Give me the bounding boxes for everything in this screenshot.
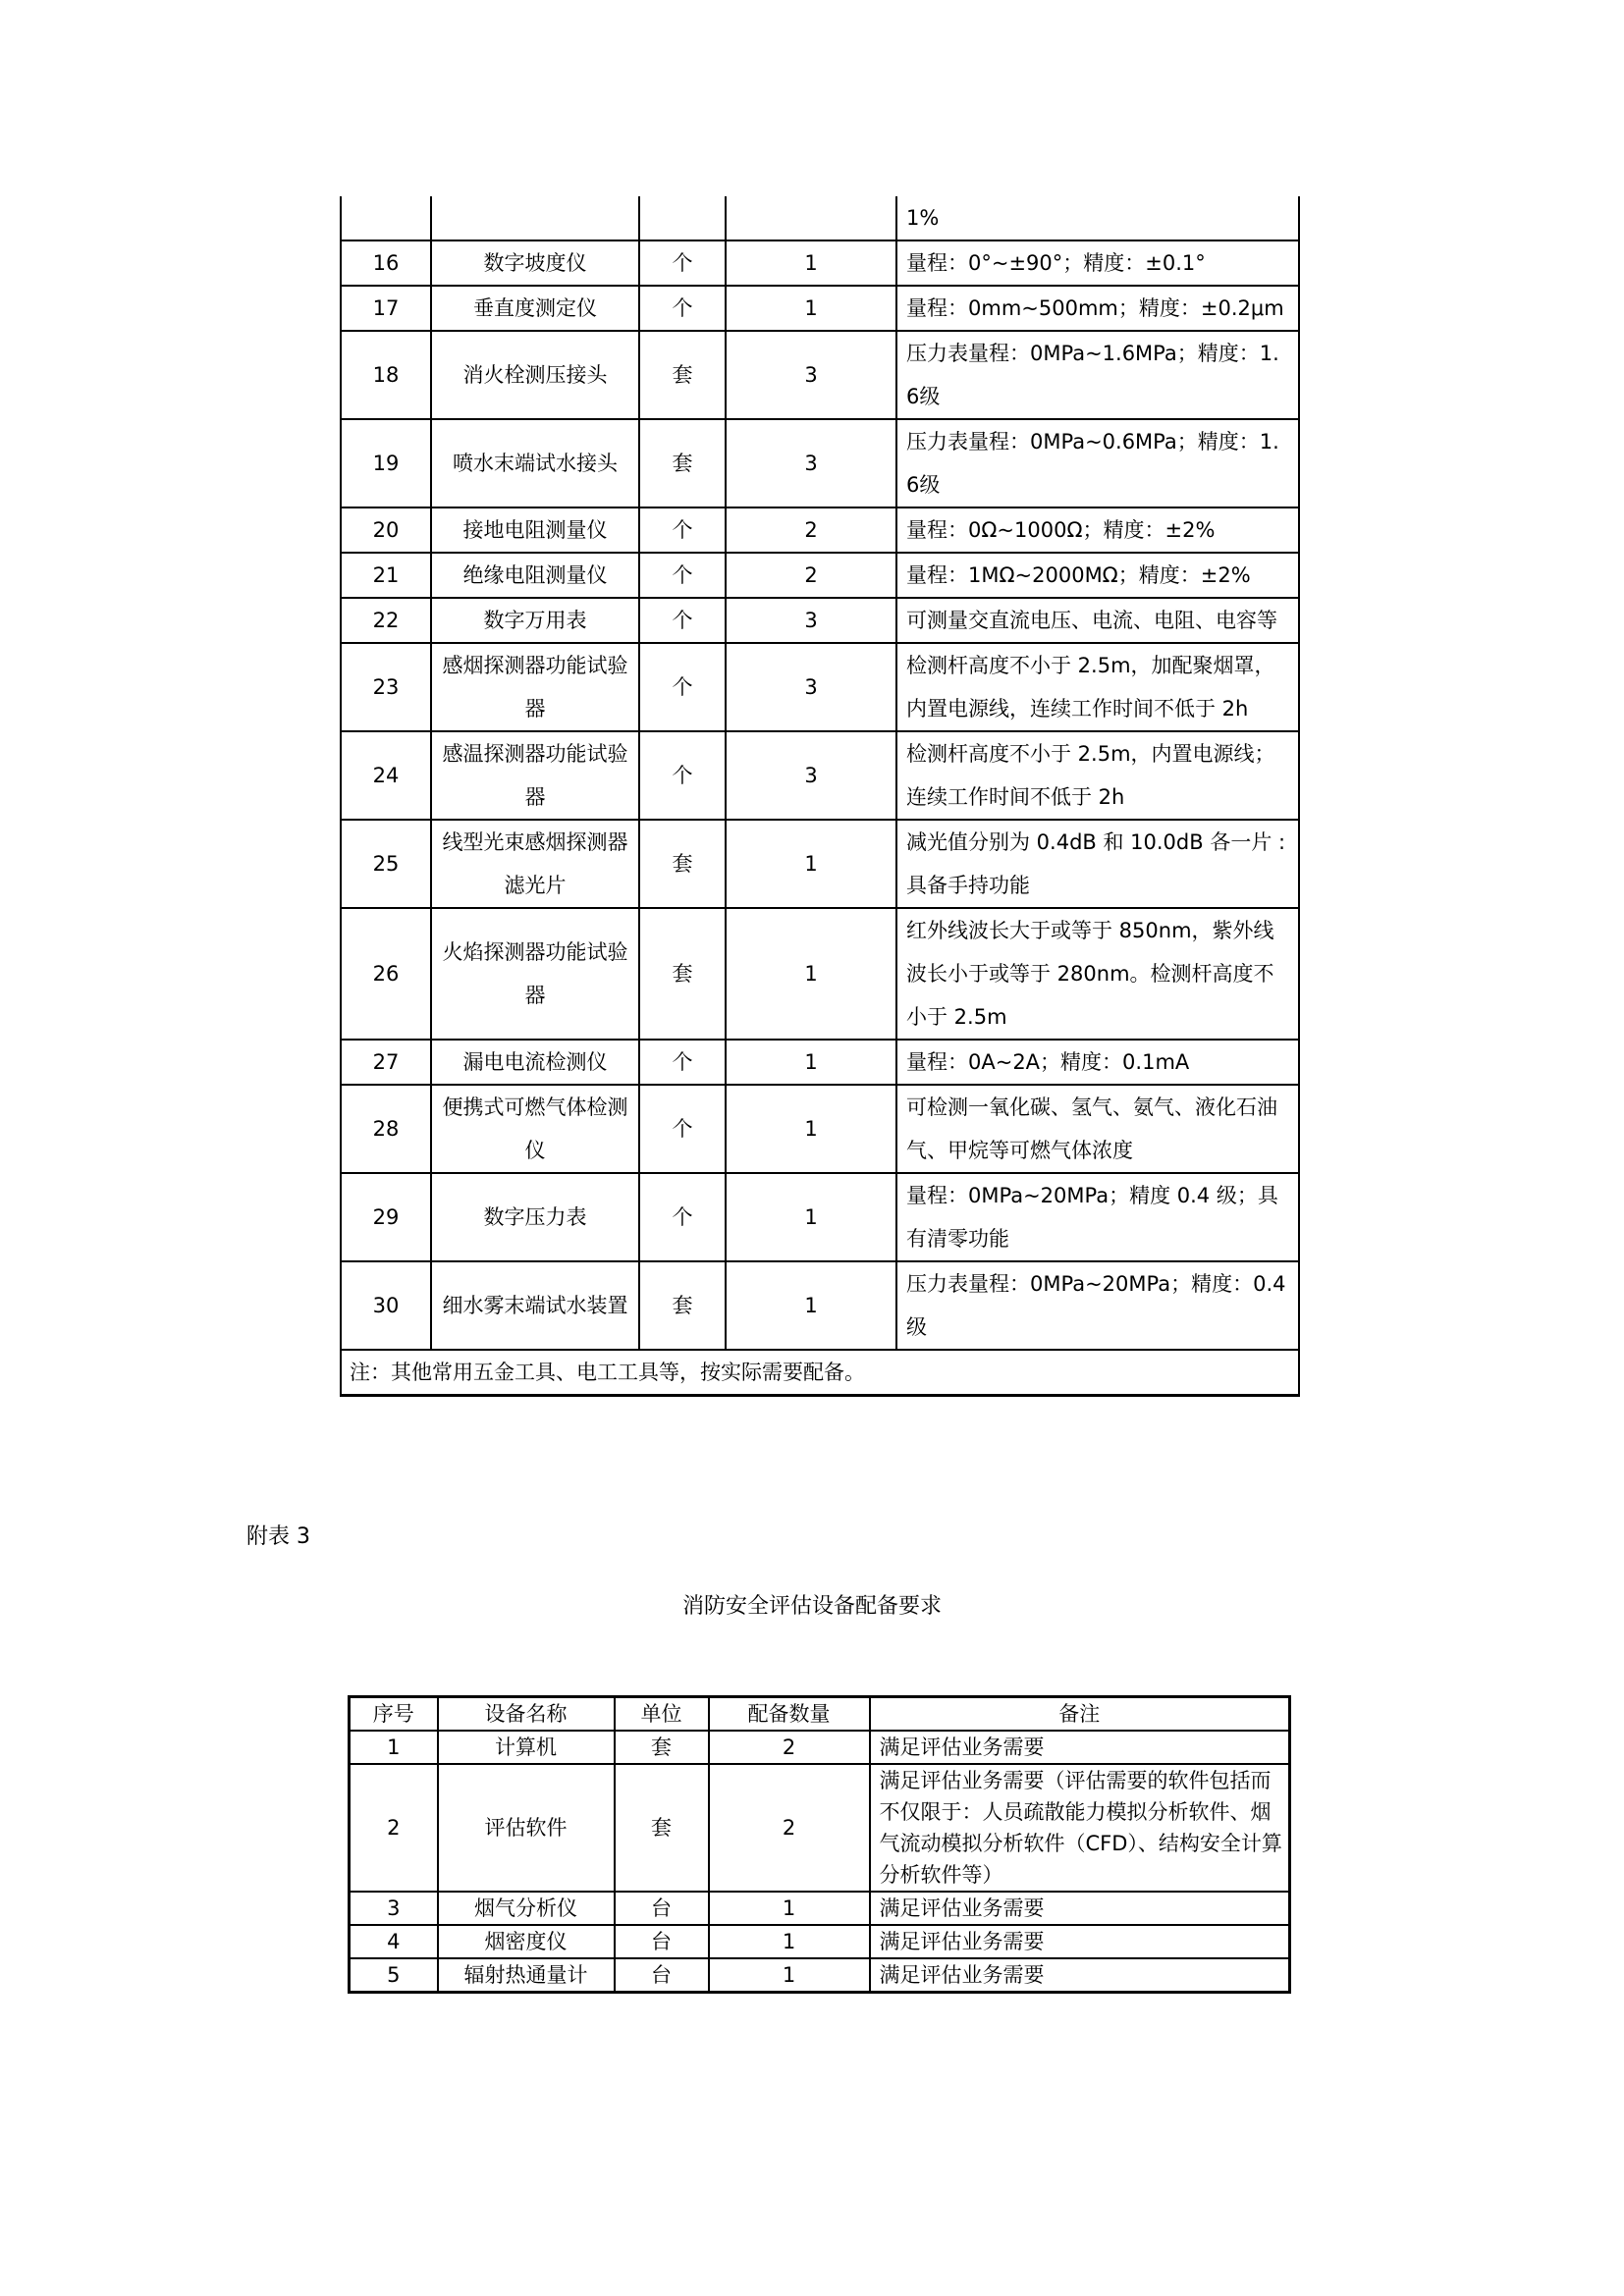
unit-cell: 套 [639,908,726,1040]
table-row [341,240,1299,286]
table-row [341,286,1299,331]
remark-cell: 量程：0mm~500mm；精度：±0.2μm [896,286,1299,331]
unit-cell: 套 [639,820,726,908]
header-unit: 单位 [615,1697,709,1732]
table-footnote-row [341,1350,1299,1396]
row-number: 26 [341,908,431,1040]
quantity-cell: 1 [726,1261,896,1350]
quantity-cell: 3 [726,598,896,643]
remark-cell: 减光值分别为 0.4dB 和 10.0dB 各一片 :具备手持功能 [896,820,1299,908]
table-row [341,1173,1299,1261]
equipment-name: 漏电电流检测仪 [431,1040,639,1085]
header-note: 备注 [870,1697,1290,1732]
quantity-cell: 1 [726,1173,896,1261]
row-number: 4 [350,1925,438,1958]
remark-cell: 满足评估业务需要 [870,1892,1290,1925]
unit-cell: 个 [639,731,726,820]
unit-cell: 个 [639,1173,726,1261]
row-number: 30 [341,1261,431,1350]
row-number: 27 [341,1040,431,1085]
table-header-row [350,1697,1290,1732]
table-row [341,908,1299,1040]
equipment-table-continued [340,196,1300,1397]
equipment-name: 烟气分析仪 [438,1892,615,1925]
table-row [341,598,1299,643]
quantity-cell: 1 [726,820,896,908]
equipment-table-body [341,196,1299,1350]
unit-cell: 个 [639,553,726,598]
row-number: 25 [341,820,431,908]
remark-cell: 量程：0MPa~20MPa；精度 0.4 级；具有清零功能 [896,1173,1299,1261]
quantity-cell: 1 [709,1925,870,1958]
quantity-cell: 2 [726,553,896,598]
unit-cell: 个 [639,240,726,286]
quantity-cell: 1 [726,1040,896,1085]
equipment-name: 绝缘电阻测量仪 [431,553,639,598]
row-number: 22 [341,598,431,643]
row-number: 24 [341,731,431,820]
equipment-name: 消火栓测压接头 [431,331,639,419]
remark-cell: 压力表量程：0MPa~20MPa；精度：0.4级 [896,1261,1299,1350]
remark-cell: 检测杆高度不小于 2.5m，内置电源线；连续工作时间不低于 2h [896,731,1299,820]
equipment-name: 线型光束感烟探测器滤光片 [431,820,639,908]
remark-cell: 满足评估业务需要 [870,1731,1290,1764]
assessment-equipment-table [348,1695,1291,1994]
equipment-name: 喷水末端试水接头 [431,419,639,507]
equipment-name: 接地电阻测量仪 [431,507,639,553]
remark-cell: 压力表量程：0MPa~1.6MPa；精度：1.6级 [896,331,1299,419]
remark-cell: 量程：0°~±90°；精度：±0.1° [896,240,1299,286]
table-row [341,643,1299,731]
header-no: 序号 [350,1697,438,1732]
unit-cell: 个 [639,286,726,331]
assessment-table-body [350,1731,1290,1993]
table-row [341,820,1299,908]
annex-label: 附表 3 [246,1524,310,1549]
equipment-name: 垂直度测定仪 [431,286,639,331]
unit-cell: 个 [639,1085,726,1173]
unit-cell: 套 [639,1261,726,1350]
unit-cell: 个 [639,1040,726,1085]
unit-cell: 个 [639,507,726,553]
quantity-cell: 3 [726,643,896,731]
table-row [341,553,1299,598]
row-number: 3 [350,1892,438,1925]
equipment-name: 计算机 [438,1731,615,1764]
equipment-name: 评估软件 [438,1764,615,1892]
equipment-name: 数字万用表 [431,598,639,643]
equipment-name [431,196,639,240]
equipment-name: 数字坡度仪 [431,240,639,286]
equipment-name: 感温探测器功能试验器 [431,731,639,820]
unit-cell [639,196,726,240]
table-row [350,1958,1290,1993]
remark-cell: 可检测一氧化碳、氢气、氨气、液化石油气、甲烷等可燃气体浓度 [896,1085,1299,1173]
quantity-cell: 3 [726,731,896,820]
row-number: 29 [341,1173,431,1261]
remark-cell: 可测量交直流电压、电流、电阻、电容等 [896,598,1299,643]
header-qty: 配备数量 [709,1697,870,1732]
table-row [350,1925,1290,1958]
equipment-name: 烟密度仪 [438,1925,615,1958]
table-row [341,1085,1299,1173]
unit-cell: 套 [639,419,726,507]
quantity-cell: 1 [726,240,896,286]
remark-cell: 检测杆高度不小于 2.5m，加配聚烟罩，内置电源线，连续工作时间不低于 2h [896,643,1299,731]
table-row [341,1040,1299,1085]
remark-cell: 量程：0A~2A；精度：0.1mA [896,1040,1299,1085]
remark-cell: 1% [896,196,1299,240]
unit-cell: 个 [639,598,726,643]
remark-cell: 量程：1MΩ~2000MΩ；精度：±2% [896,553,1299,598]
row-number [341,196,431,240]
remark-cell: 量程：0Ω~1000Ω；精度：±2% [896,507,1299,553]
table-row [341,419,1299,507]
table-row [350,1892,1290,1925]
row-number: 19 [341,419,431,507]
quantity-cell [726,196,896,240]
unit-cell: 个 [639,643,726,731]
equipment-name: 便携式可燃气体检测仪 [431,1085,639,1173]
quantity-cell: 2 [709,1764,870,1892]
remark-cell: 满足评估业务需要 [870,1958,1290,1993]
quantity-cell: 1 [709,1892,870,1925]
quantity-cell: 1 [726,286,896,331]
equipment-name: 细水雾末端试水装置 [431,1261,639,1350]
row-number: 21 [341,553,431,598]
unit-cell: 套 [615,1731,709,1764]
table-title: 消防安全评估设备配备要求 [681,1594,942,1619]
row-number: 23 [341,643,431,731]
unit-cell: 台 [615,1958,709,1993]
unit-cell: 台 [615,1925,709,1958]
quantity-cell: 1 [726,908,896,1040]
table-row [341,196,1299,240]
remark-cell: 满足评估业务需要（评估需要的软件包括而不仅限于：人员疏散能力模拟分析软件、烟气流动模拟分析软件（CFD）、结构安全计算分析软件等） [870,1764,1290,1892]
row-number: 5 [350,1958,438,1993]
row-number: 28 [341,1085,431,1173]
equipment-name: 辐射热通量计 [438,1958,615,1993]
equipment-name: 数字压力表 [431,1173,639,1261]
equipment-name: 感烟探测器功能试验器 [431,643,639,731]
unit-cell: 套 [615,1764,709,1892]
row-number: 20 [341,507,431,553]
quantity-cell: 1 [726,1085,896,1173]
table-footnote: 注：其他常用五金工具、电工工具等，按实际需要配备。 [341,1350,1299,1396]
table-row [350,1764,1290,1892]
remark-cell: 红外线波长大于或等于 850nm，紫外线波长小于或等于 280nm。检测杆高度不小于 2.5m [896,908,1299,1040]
table-row [341,1261,1299,1350]
unit-cell: 台 [615,1892,709,1925]
remark-cell: 满足评估业务需要 [870,1925,1290,1958]
table-row [350,1731,1290,1764]
quantity-cell: 1 [709,1958,870,1993]
row-number: 17 [341,286,431,331]
table-row [341,507,1299,553]
quantity-cell: 3 [726,419,896,507]
quantity-cell: 3 [726,331,896,419]
row-number: 18 [341,331,431,419]
equipment-name: 火焰探测器功能试验器 [431,908,639,1040]
remark-cell: 压力表量程：0MPa~0.6MPa；精度：1.6级 [896,419,1299,507]
quantity-cell: 2 [709,1731,870,1764]
header-name: 设备名称 [438,1697,615,1732]
table-row [341,731,1299,820]
unit-cell: 套 [639,331,726,419]
quantity-cell: 2 [726,507,896,553]
row-number: 16 [341,240,431,286]
row-number: 2 [350,1764,438,1892]
table-row [341,331,1299,419]
row-number: 1 [350,1731,438,1764]
